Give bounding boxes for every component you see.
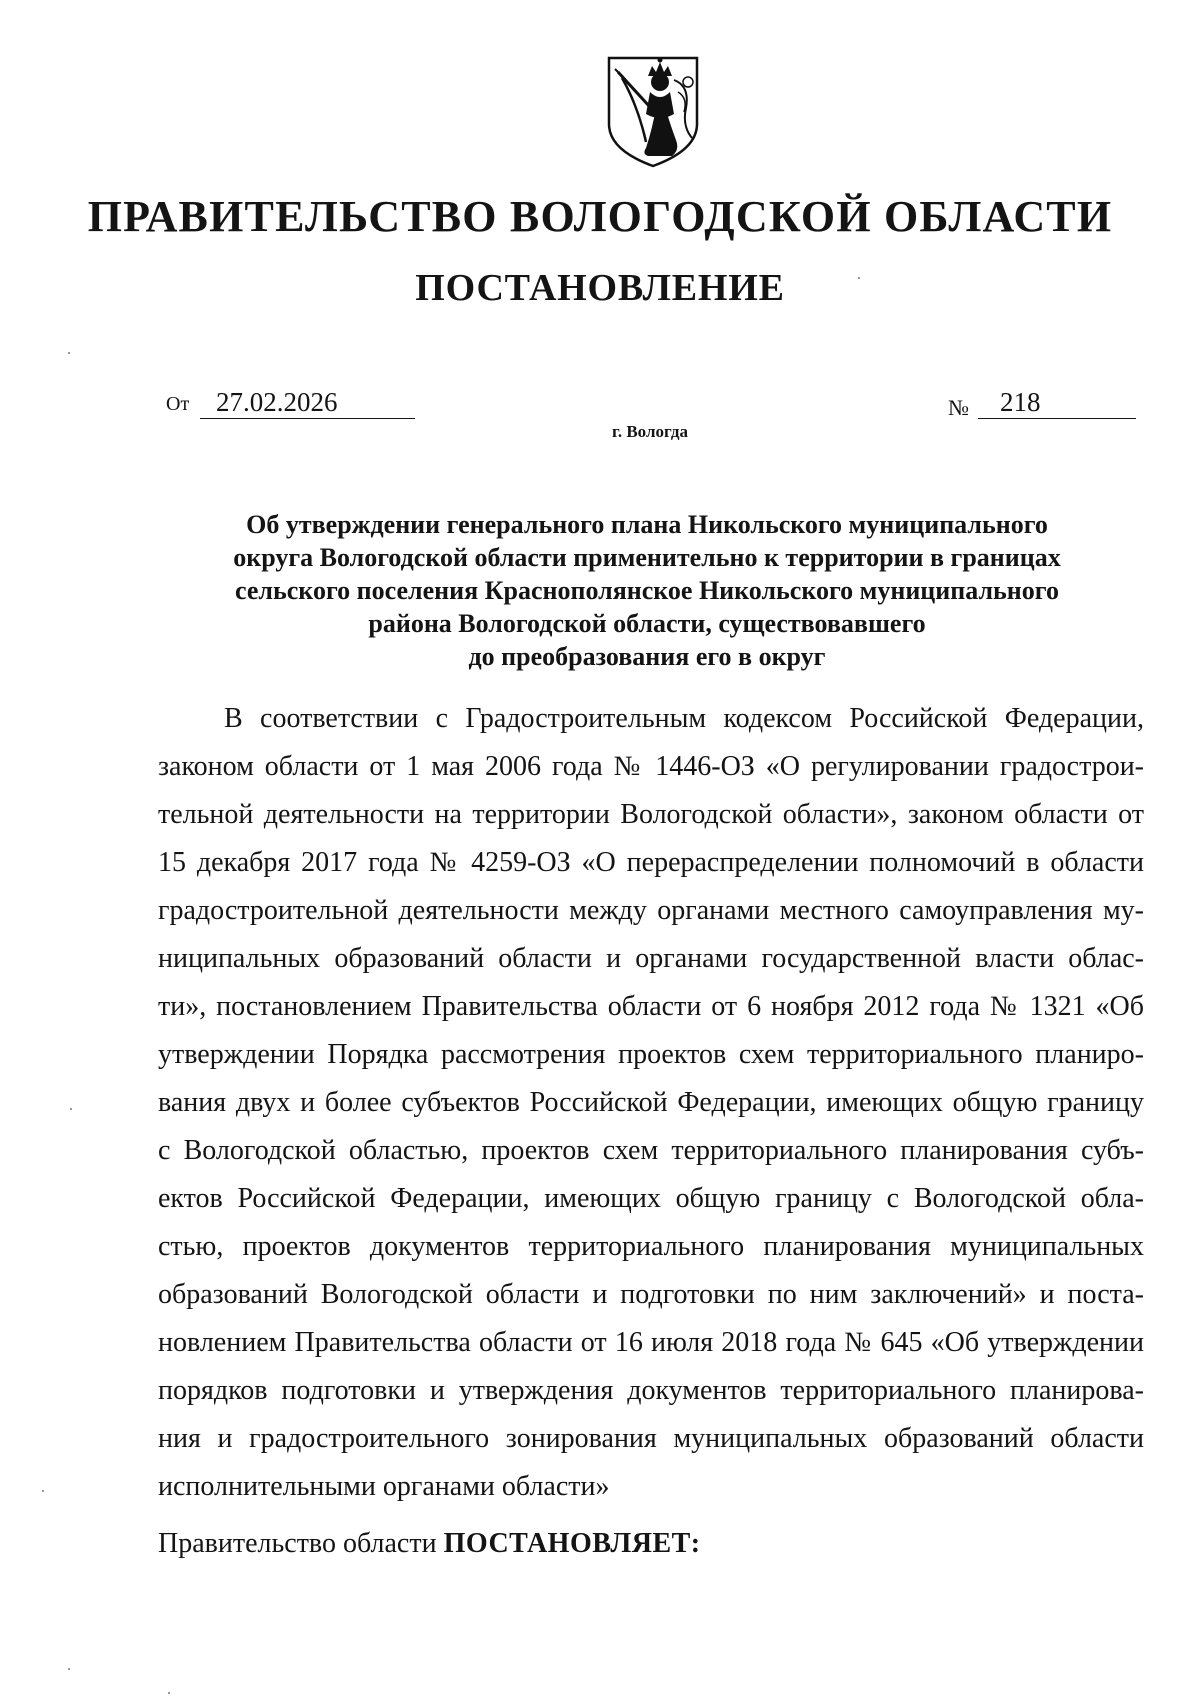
document-type: ПОСТАНОВЛЕНИЕ [415, 267, 785, 309]
body-line: 15 декабря 2017 года № 4259-ОЗ «О перераспределении полномочий в области [158, 847, 1144, 878]
body-line: новлением Правительства области от 16 июля 2018 года № 645 «Об утверждении [158, 1327, 1144, 1358]
body-line: утверждении Порядка рассмотрения проектов схем территориального планиро- [158, 1039, 1144, 1070]
body-line: вания двух и более субъектов Российской Федерации, имеющих общую границу [158, 1087, 1144, 1118]
body-line: ектов Российской Федерации, имеющих общую границу с Вологодской обла- [158, 1183, 1144, 1214]
body-line: тельной деятельности на территории Вологодской области», законом области от [158, 799, 1144, 830]
body-line: с Вологодской областью, проектов схем территориального планирования субъ- [158, 1135, 1144, 1166]
body-line: исполнительными органами области» [158, 1471, 610, 1502]
body-line: законом области от 1 мая 2006 года № 1446-ОЗ «О регулировании градострои- [158, 751, 1144, 782]
body-line: В соответствии с Градостроительным кодексом Российской Федерации, [224, 703, 1144, 734]
document-date: 27.02.2026 [200, 386, 415, 419]
body-line: порядков подготовки и утверждения документов территориального планирова- [158, 1375, 1144, 1406]
subject-line: до преобразования его в округ [468, 642, 826, 671]
body-line: образований Вологодской области и подготовки по ним заключений» и поста- [158, 1279, 1144, 1310]
subject-line: района Вологодской области, существовавшего [368, 609, 926, 638]
body-line: стью, проектов документов территориального планирования муниципальных [158, 1231, 1144, 1262]
decree-prefix: Правительство области [158, 1528, 437, 1559]
government-title: ПРАВИТЕЛЬСТВО ВОЛОГОДСКОЙ ОБЛАСТИ [87, 192, 1113, 241]
coat-of-arms-icon [604, 52, 702, 170]
subject-line: сельского поселения Краснополянское Никольского муниципального [235, 576, 1059, 605]
subject-line: Об утверждении генерального плана Никольского муниципального [246, 510, 1048, 539]
subject-line: округа Вологодской области применительно к территории в границах [233, 543, 1061, 572]
body-line: ниципальных образований области и органами государственной власти облас- [158, 943, 1144, 974]
city-label: г. Вологда [612, 422, 688, 441]
document-subject [160, 508, 1134, 673]
decree-line [158, 1528, 701, 1560]
body-line: ния и градостроительного зонирования муниципальных образований области [158, 1423, 1144, 1454]
body-line: ти», постановлением Правительства области от 6 ноября 2012 года № 1321 «Об [158, 991, 1144, 1022]
document-number: 218 [978, 386, 1136, 419]
body-line: градостроительной деятельности между органами местного самоуправления му- [158, 895, 1144, 926]
number-prefix: № [948, 395, 969, 420]
decree-verb: ПОСТАНОВЛЯЕТ: [443, 1528, 701, 1559]
date-prefix: От [166, 393, 190, 415]
